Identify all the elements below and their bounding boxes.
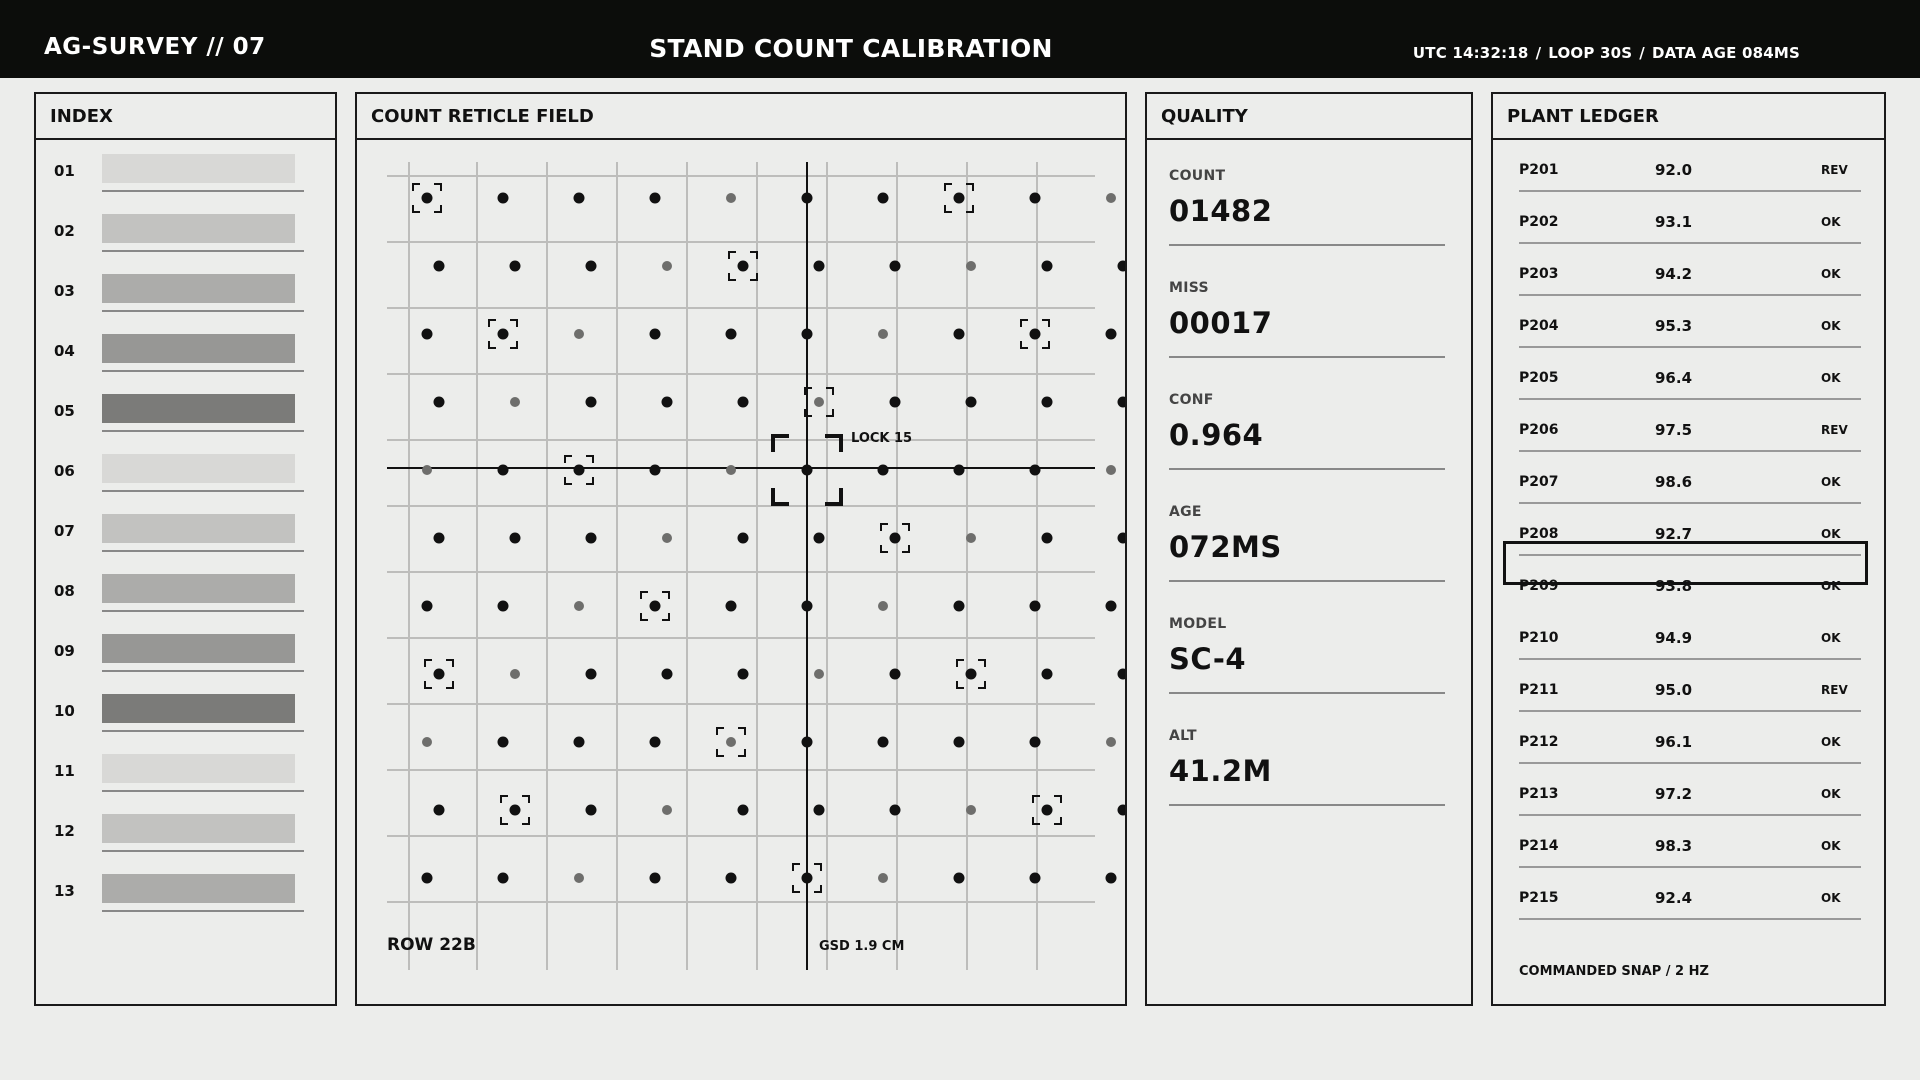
plant-dot — [802, 329, 813, 340]
divider — [1519, 190, 1861, 192]
plant-dot — [738, 669, 749, 680]
plant-dot — [510, 397, 520, 407]
divider — [1169, 692, 1445, 694]
plant-id: P206 — [1519, 422, 1559, 438]
quality-metric-label: MISS — [1169, 280, 1209, 296]
plant-dot — [498, 601, 509, 612]
page-title: STAND COUNT CALIBRATION — [649, 34, 1053, 63]
index-item-swatch — [102, 454, 295, 483]
lock-label: LOCK 15 — [851, 431, 913, 446]
divider — [1169, 804, 1445, 806]
plant-dot — [586, 261, 597, 272]
index-item-label: 01 — [54, 162, 75, 180]
ledger-row[interactable] — [1519, 872, 1861, 924]
plant-dot — [574, 329, 584, 339]
index-item[interactable] — [36, 868, 335, 928]
index-item-swatch — [102, 754, 295, 783]
plant-value: 97.5 — [1655, 421, 1693, 439]
plant-dot — [1030, 329, 1041, 340]
ledger-row[interactable] — [1519, 768, 1861, 820]
plant-dot — [878, 873, 888, 883]
plant-dot — [510, 805, 521, 816]
plant-dot — [1106, 737, 1116, 747]
plant-status: REV — [1821, 683, 1848, 697]
plant-dot — [650, 601, 661, 612]
reticle-panel-title: COUNT RETICLE FIELD — [357, 94, 1125, 140]
ledger-row[interactable] — [1519, 248, 1861, 300]
index-item-label: 12 — [54, 822, 75, 840]
plant-dot — [890, 397, 901, 408]
divider — [1169, 468, 1445, 470]
index-item[interactable] — [36, 568, 335, 628]
index-item-label: 10 — [54, 702, 75, 720]
quality-metric-value: SC-4 — [1169, 642, 1247, 676]
plant-dot — [1118, 397, 1126, 408]
quality-metric-model — [1169, 616, 1445, 728]
plant-dot — [878, 737, 889, 748]
plant-dot — [650, 193, 661, 204]
plant-dot — [1106, 465, 1116, 475]
plant-dot — [738, 533, 749, 544]
plant-dot — [1042, 669, 1053, 680]
plant-dot — [1030, 193, 1041, 204]
quality-metric-conf — [1169, 392, 1445, 504]
plant-dot — [954, 737, 965, 748]
divider — [1519, 398, 1861, 400]
plant-status: OK — [1821, 579, 1841, 593]
divider — [102, 250, 304, 252]
plant-value: 98.6 — [1655, 473, 1693, 491]
index-item-label: 03 — [54, 282, 75, 300]
plant-id: P214 — [1519, 838, 1559, 854]
index-item-swatch — [102, 694, 295, 723]
plant-status: OK — [1821, 839, 1841, 853]
plant-status: OK — [1821, 631, 1841, 645]
quality-panel — [1145, 92, 1473, 1006]
plant-dot — [1030, 601, 1041, 612]
divider — [102, 670, 304, 672]
plant-status: OK — [1821, 475, 1841, 489]
plant-value: 94.9 — [1655, 629, 1693, 647]
index-item-label: 07 — [54, 522, 75, 540]
plant-dot — [966, 533, 976, 543]
reticle-panel — [355, 92, 1127, 1006]
index-item[interactable] — [36, 508, 335, 568]
utc-clock: UTC 14:32:18 — [1412, 44, 1529, 62]
plant-dot — [878, 329, 888, 339]
ledger-row[interactable] — [1519, 300, 1861, 352]
index-item-swatch — [102, 394, 295, 423]
plant-dot — [814, 261, 825, 272]
plant-status: REV — [1821, 163, 1848, 177]
row-label: ROW 22B — [387, 935, 476, 955]
index-item-label: 02 — [54, 222, 75, 240]
plant-value: 93.8 — [1655, 577, 1693, 595]
plant-dot — [878, 193, 889, 204]
index-item[interactable] — [36, 808, 335, 868]
divider — [102, 730, 304, 732]
index-panel-title: INDEX — [36, 94, 335, 140]
plant-status: OK — [1821, 215, 1841, 229]
plant-id: P210 — [1519, 630, 1559, 646]
index-item-swatch — [102, 634, 295, 663]
index-item[interactable] — [36, 688, 335, 748]
ledger-row[interactable] — [1519, 820, 1861, 872]
quality-metric-value: 072MS — [1169, 530, 1282, 564]
plant-dot — [498, 329, 509, 340]
gsd-label: GSD 1.9 CM — [819, 939, 905, 954]
plant-status: OK — [1821, 371, 1841, 385]
divider — [1519, 294, 1861, 296]
index-item[interactable] — [36, 268, 335, 328]
quality-metric-alt — [1169, 728, 1445, 840]
plant-dot — [802, 193, 813, 204]
quality-metric-label: AGE — [1169, 504, 1202, 520]
plant-dot — [738, 805, 749, 816]
plant-status: OK — [1821, 891, 1841, 905]
plant-dot — [434, 261, 445, 272]
plant-dot — [890, 805, 901, 816]
divider — [1519, 762, 1861, 764]
index-item[interactable] — [36, 448, 335, 508]
divider — [1519, 346, 1861, 348]
plant-dot — [434, 805, 445, 816]
plant-dot — [574, 873, 584, 883]
quality-metric-age — [1169, 504, 1445, 616]
divider — [102, 190, 304, 192]
plant-dot — [1042, 805, 1053, 816]
index-item-label: 11 — [54, 762, 75, 780]
ledger-row[interactable] — [1519, 404, 1861, 456]
divider — [1519, 502, 1861, 504]
plant-dot — [510, 669, 520, 679]
index-item-swatch — [102, 154, 295, 183]
plant-dot — [574, 601, 584, 611]
plant-id: P209 — [1519, 578, 1559, 594]
quality-metric-value: 01482 — [1169, 194, 1273, 228]
index-item-swatch — [102, 814, 295, 843]
divider — [102, 610, 304, 612]
index-item-swatch — [102, 574, 295, 603]
plant-value: 97.2 — [1655, 785, 1693, 803]
index-item-label: 09 — [54, 642, 75, 660]
plant-dot — [802, 737, 813, 748]
plant-status: OK — [1821, 735, 1841, 749]
plant-value: 92.7 — [1655, 525, 1693, 543]
divider — [1519, 866, 1861, 868]
plant-dot — [814, 533, 825, 544]
divider — [1169, 580, 1445, 582]
reticle-field[interactable] — [357, 140, 1125, 1004]
quality-metric-value: 0.964 — [1169, 418, 1264, 452]
index-item-label: 05 — [54, 402, 75, 420]
plant-dot — [586, 397, 597, 408]
plant-dot — [726, 873, 737, 884]
plant-id: P207 — [1519, 474, 1559, 490]
divider — [1519, 450, 1861, 452]
divider — [1519, 710, 1861, 712]
plant-dot — [586, 669, 597, 680]
plant-dot — [954, 601, 965, 612]
plant-dot — [1106, 873, 1117, 884]
quality-metric-label: ALT — [1169, 728, 1197, 744]
status-readout: UTC 14:32:18 / LOOP 30S / DATA AGE 084MS — [1412, 44, 1800, 62]
plant-dot — [738, 397, 749, 408]
plant-dot — [802, 601, 813, 612]
snap-rate-label: COMMANDED SNAP / 2 HZ — [1519, 964, 1709, 979]
plant-dot — [1106, 329, 1117, 340]
plant-dot — [1106, 601, 1117, 612]
quality-metric-miss — [1169, 280, 1445, 392]
plant-dot — [890, 261, 901, 272]
index-item[interactable] — [36, 628, 335, 688]
plant-dot — [574, 193, 585, 204]
plant-dot — [422, 601, 433, 612]
quality-panel-title: QUALITY — [1147, 94, 1471, 140]
index-item[interactable] — [36, 148, 335, 208]
quality-metric-label: MODEL — [1169, 616, 1227, 632]
plant-dot — [498, 193, 509, 204]
divider — [1519, 918, 1861, 920]
plant-dot — [662, 533, 672, 543]
plant-dot — [1042, 397, 1053, 408]
plant-dot — [422, 193, 433, 204]
plant-value: 94.2 — [1655, 265, 1693, 283]
plant-status: REV — [1821, 423, 1848, 437]
divider — [102, 370, 304, 372]
index-item-label: 13 — [54, 882, 75, 900]
index-item[interactable] — [36, 208, 335, 268]
index-item-swatch — [102, 514, 295, 543]
divider — [1519, 242, 1861, 244]
plant-id: P201 — [1519, 162, 1559, 178]
divider — [1519, 658, 1861, 660]
plant-dot — [650, 329, 661, 340]
plant-dot — [1118, 261, 1126, 272]
plant-id: P202 — [1519, 214, 1559, 230]
plant-value: 98.3 — [1655, 837, 1693, 855]
plant-dot — [726, 329, 737, 340]
plant-dot — [890, 533, 901, 544]
plant-id: P208 — [1519, 526, 1559, 542]
plant-value: 92.0 — [1655, 161, 1693, 179]
plant-dot — [574, 737, 585, 748]
plant-dot — [422, 873, 433, 884]
plant-id: P212 — [1519, 734, 1559, 750]
loop-interval: LOOP 30S — [1548, 44, 1633, 62]
app-title: AG-SURVEY // 07 — [44, 34, 266, 60]
plant-dot — [586, 533, 597, 544]
plant-dot — [1118, 669, 1126, 680]
plant-dot — [1118, 805, 1126, 816]
data-age: DATA AGE 084MS — [1651, 44, 1800, 62]
ledger-row[interactable] — [1519, 664, 1861, 716]
plant-dot — [814, 669, 824, 679]
plant-dot — [1042, 261, 1053, 272]
ledger-row[interactable] — [1519, 144, 1861, 196]
plant-dot — [966, 669, 977, 680]
plant-dot — [954, 193, 965, 204]
index-item-swatch — [102, 334, 295, 363]
plant-dot — [662, 397, 673, 408]
plant-dot — [662, 805, 672, 815]
plant-dot — [726, 465, 736, 475]
plant-id: P211 — [1519, 682, 1559, 698]
divider — [1169, 356, 1445, 358]
plant-value: 95.0 — [1655, 681, 1693, 699]
plant-id: P204 — [1519, 318, 1559, 334]
divider — [102, 910, 304, 912]
plant-dot — [966, 397, 977, 408]
divider — [102, 310, 304, 312]
plant-dot — [1106, 193, 1116, 203]
plant-dot — [1030, 737, 1041, 748]
index-item-label: 08 — [54, 582, 75, 600]
plant-id: P215 — [1519, 890, 1559, 906]
plant-dot — [878, 465, 889, 476]
ledger-row[interactable] — [1519, 716, 1861, 768]
divider — [102, 490, 304, 492]
divider — [102, 550, 304, 552]
plant-dot — [662, 669, 673, 680]
plant-value: 95.3 — [1655, 317, 1693, 335]
plant-status: OK — [1821, 527, 1841, 541]
plant-dot — [954, 329, 965, 340]
plant-dot — [814, 397, 824, 407]
plant-dot — [498, 465, 509, 476]
plant-dot — [510, 261, 521, 272]
plant-dot — [1030, 465, 1041, 476]
top-bar — [0, 0, 1920, 78]
plant-dot — [878, 601, 888, 611]
plant-status: OK — [1821, 787, 1841, 801]
divider — [102, 430, 304, 432]
plant-dot — [498, 873, 509, 884]
plant-value: 92.4 — [1655, 889, 1693, 907]
plant-id: P213 — [1519, 786, 1559, 802]
plant-dot — [726, 601, 737, 612]
plant-value: 96.1 — [1655, 733, 1693, 751]
divider — [1169, 244, 1445, 246]
plant-dot — [1030, 873, 1041, 884]
index-item-swatch — [102, 214, 295, 243]
plant-dot — [650, 465, 661, 476]
plant-dot — [662, 261, 672, 271]
quality-metric-value: 00017 — [1169, 306, 1273, 340]
plant-value: 93.1 — [1655, 213, 1693, 231]
ledger-row[interactable] — [1519, 612, 1861, 664]
quality-metric-label: COUNT — [1169, 168, 1226, 184]
plant-dot — [814, 805, 825, 816]
divider — [1519, 814, 1861, 816]
index-panel — [34, 92, 337, 1006]
plant-dot — [726, 193, 736, 203]
plant-dot — [802, 873, 813, 884]
plant-value: 96.4 — [1655, 369, 1693, 387]
plant-dot — [1118, 533, 1126, 544]
plant-id: P203 — [1519, 266, 1559, 282]
plant-status: OK — [1821, 319, 1841, 333]
ledger-row[interactable] — [1519, 456, 1861, 508]
index-item[interactable] — [36, 388, 335, 448]
plant-dot — [726, 737, 736, 747]
index-item-label: 06 — [54, 462, 75, 480]
plant-dot — [954, 873, 965, 884]
plant-dot — [422, 329, 433, 340]
plant-dot — [650, 737, 661, 748]
quality-metric-value: 41.2M — [1169, 754, 1272, 788]
quality-metric-label: CONF — [1169, 392, 1214, 408]
divider — [102, 850, 304, 852]
plant-id: P205 — [1519, 370, 1559, 386]
plant-dot — [954, 465, 965, 476]
plant-status: OK — [1821, 267, 1841, 281]
plant-dot — [434, 533, 445, 544]
plant-dot — [422, 737, 432, 747]
plant-dot — [650, 873, 661, 884]
plant-dot — [434, 397, 445, 408]
ledger-row[interactable] — [1519, 352, 1861, 404]
plant-dot — [586, 805, 597, 816]
index-item-label: 04 — [54, 342, 75, 360]
ledger-row[interactable] — [1519, 196, 1861, 248]
plant-dot — [422, 465, 432, 475]
plant-dot — [890, 669, 901, 680]
ledger-selection-highlight — [1503, 541, 1868, 585]
plant-dot — [966, 805, 976, 815]
plant-dot — [498, 737, 509, 748]
divider — [102, 790, 304, 792]
index-item-swatch — [102, 274, 295, 303]
plant-dot — [966, 261, 976, 271]
plant-dot — [1042, 533, 1053, 544]
index-item-swatch — [102, 874, 295, 903]
plant-dot — [510, 533, 521, 544]
ledger-panel-title: PLANT LEDGER — [1493, 94, 1884, 140]
quality-metric-count — [1169, 168, 1445, 280]
plant-dot — [434, 669, 445, 680]
index-item[interactable] — [36, 328, 335, 388]
plant-dot — [574, 465, 585, 476]
index-item[interactable] — [36, 748, 335, 808]
plant-dot — [738, 261, 749, 272]
plant-dot — [802, 465, 813, 476]
